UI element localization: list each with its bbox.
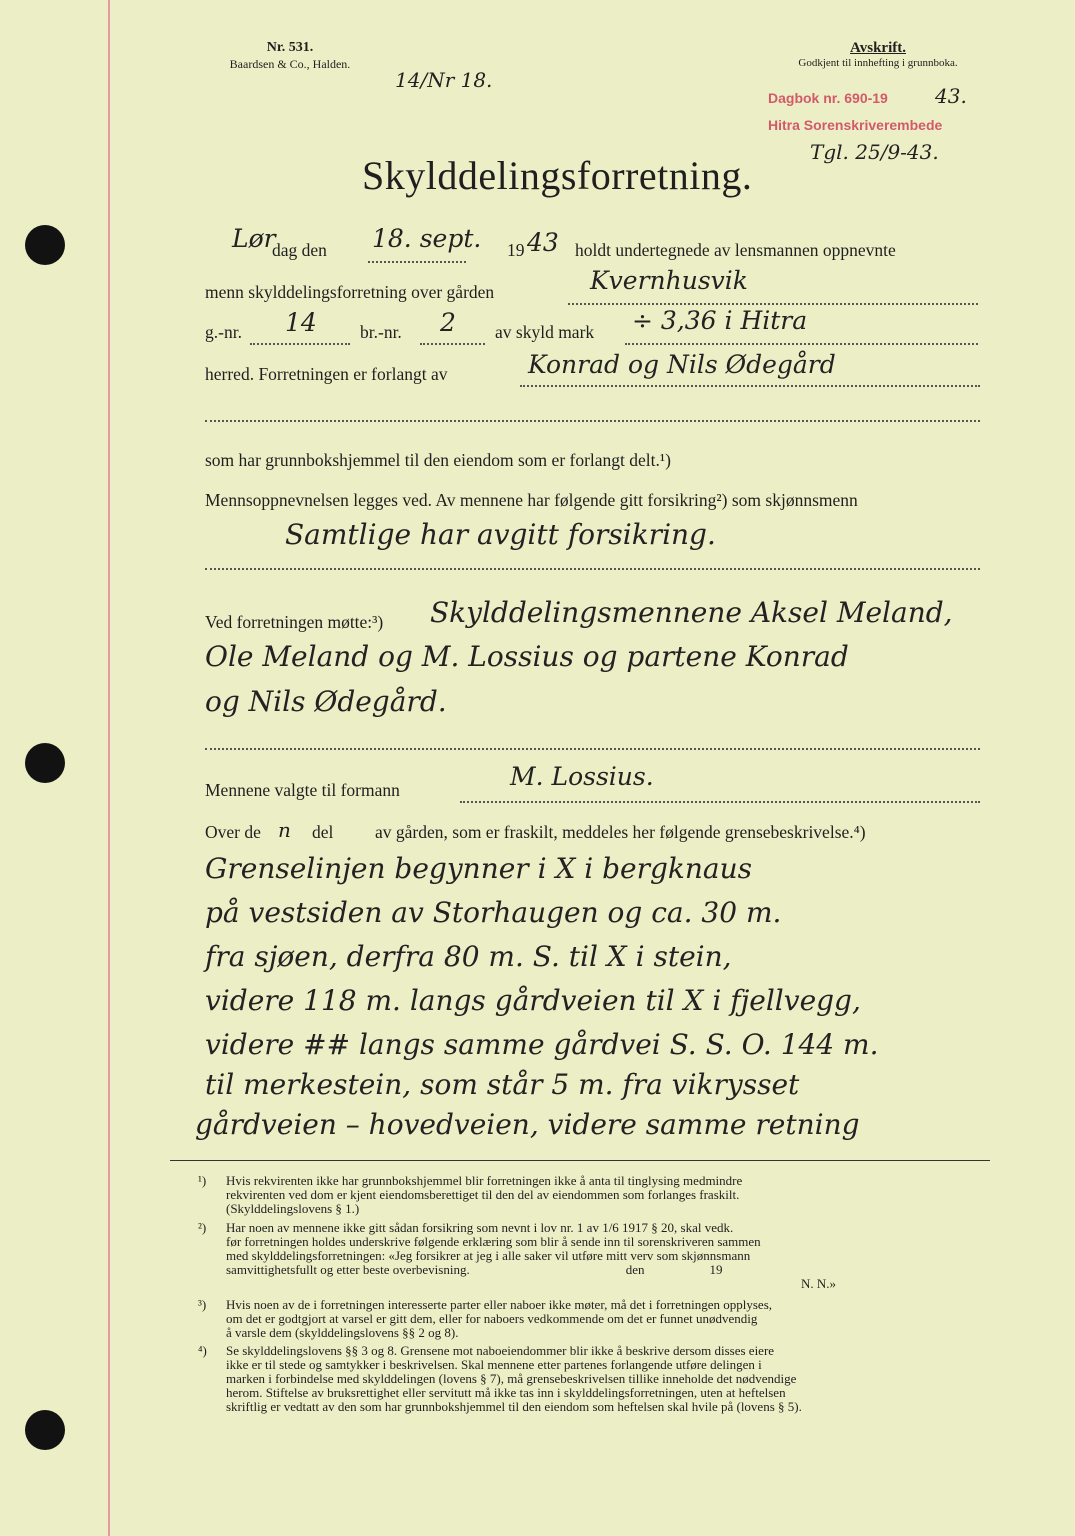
footnote-4-line: Se skylddelingslovens §§ 3 og 8. Grensene mot naboeiendommer blir ikke å beskrive dersom disses eiere bbox=[226, 1343, 775, 1358]
dagbok-prefix: Dagbok nr. bbox=[768, 90, 841, 106]
tinglyst-date: Tgl. 25/9-43. bbox=[810, 140, 939, 164]
dagbok-year: 43. bbox=[935, 84, 967, 108]
footnote-2-number: ²) bbox=[198, 1220, 207, 1235]
copy-label: Avskrift. bbox=[850, 40, 906, 56]
farm-label: menn skylddelingsforretning over gården bbox=[205, 282, 495, 302]
gnr-dotted-line bbox=[250, 343, 350, 345]
footnote-3-line: Hvis noen av de i forretningen interesserte parter eller naboer ikke møter, må det i forretningen opplyses, bbox=[226, 1297, 773, 1312]
year-suffix: 43 bbox=[527, 228, 559, 257]
present-line-2: Ole Meland og M. Lossius og partene Konrad bbox=[205, 640, 849, 673]
boundary-line-6: til merkestein, som står 5 m. fra vikrysset bbox=[205, 1068, 800, 1101]
footnote-2-signature: N. N.» bbox=[801, 1276, 837, 1291]
printer-block bbox=[205, 40, 375, 72]
footnote-4-line: marken i forbindelse med skylddelingen (lovens § 7), må grensebeskrivelsen tillike inneholde det nødvendige bbox=[226, 1371, 797, 1386]
appointed-text: holdt undertegnede av lensmannen oppnevnte bbox=[575, 240, 896, 260]
bnr-value: 2 bbox=[440, 308, 456, 337]
form-number: Nr. 531. bbox=[266, 40, 314, 55]
date-dotted-line bbox=[368, 261, 466, 263]
grunnbok-text: som har grunnbokshjemmel til den eiendom som er forlangt delt.¹) bbox=[205, 450, 671, 470]
year-prefix: 19 bbox=[507, 240, 525, 260]
skyld-value: ÷ 3,36 i Hitra bbox=[632, 306, 808, 335]
footnote-1-number: ¹) bbox=[198, 1173, 207, 1188]
footnote-2-line: Har noen av mennene ikke gitt sådan forsikring som nevnt i lov nr. 1 av 1/6 1917 § 20, skal vedk. bbox=[226, 1220, 734, 1235]
footnote-4-number: ⁴) bbox=[198, 1343, 207, 1358]
approved-note: Godkjent til innhefting i grunnboka. bbox=[798, 57, 958, 69]
date-value: 18. sept. bbox=[372, 224, 482, 253]
footnote-3-line: å varsle dem (skylddelingslovens §§ 2 og 8). bbox=[226, 1325, 459, 1340]
requested-by: Konrad og Nils Ødegård bbox=[528, 350, 836, 379]
boundary-rest: av gården, som er fraskilt, meddeles her følgende grensebeskrivelse.⁴) bbox=[375, 822, 866, 842]
footnote-3-number: ³) bbox=[198, 1297, 207, 1312]
chairman-name: M. Lossius. bbox=[510, 762, 654, 791]
chairman-label: Mennene valgte til formann bbox=[205, 780, 400, 800]
weekday-handwritten: Lør bbox=[232, 224, 276, 253]
copy-block bbox=[758, 40, 998, 69]
footnote-1-line: (Skylddelingslovens § 1.) bbox=[226, 1201, 360, 1216]
chairman-dotted-line bbox=[460, 801, 980, 803]
boundary-over: Over de bbox=[205, 822, 261, 842]
boundary-del: del bbox=[312, 822, 334, 842]
footnote-2-line: med skylddelingsforretningen: «Jeg forsikrer at jeg i alle saker vil utføre mitt verv som skjønnsmann bbox=[226, 1248, 751, 1263]
skyld-label: av skyld mark bbox=[495, 322, 595, 342]
punch-hole-middle bbox=[25, 743, 65, 783]
boundary-line-1: Grenselinjen begynner i X i bergknaus bbox=[205, 852, 753, 885]
bnr-label: br.-nr. bbox=[360, 322, 402, 342]
punch-hole-top bbox=[25, 225, 65, 265]
red-margin-line bbox=[108, 0, 110, 1536]
oath-text: Mennsoppnevnelsen legges ved. Av mennene har følgende gitt forsikring²) som skjønnsmenn bbox=[205, 490, 858, 510]
footnote-rule bbox=[170, 1160, 990, 1161]
gnr-label: g.-nr. bbox=[205, 322, 242, 342]
footnote-4-line: skriftlig er vedtatt av den som har grunnbokshjemmel til den eiendom som heftelsen skal hvile på (lovens § 5). bbox=[226, 1399, 802, 1414]
boundary-line-2: på vestsiden av Storhaugen og ca. 30 m. bbox=[205, 896, 782, 929]
boundary-line-4: videre 118 m. langs gårdveien til X i fjellvegg, bbox=[205, 984, 861, 1017]
registration-note: 14/Nr 18. bbox=[395, 68, 493, 92]
document-title: Skylddelingsforretning. bbox=[362, 153, 753, 198]
blank-dotted-line bbox=[205, 420, 980, 422]
oath-handwritten: Samtlige har avgitt forsikring. bbox=[285, 518, 716, 551]
footnote-1-line: rekvirenten ved dom er kjent eiendomsberettiget til den del av eiendommen som forlanges fraskilt. bbox=[226, 1187, 740, 1202]
office-stamp: Hitra Sorenskriverembede bbox=[768, 117, 943, 133]
boundary-line-3: fra sjøen, derfra 80 m. S. til X i stein, bbox=[205, 940, 732, 973]
footnote-2-line: før forretningen holdes underskrive følgende erklæring som blir å sende inn til sorenskriveren sammen bbox=[226, 1234, 761, 1249]
footnote-1-line: Hvis rekvirenten ikke har grunnbokshjemmel blir forretningen ikke å anta til tinglysing medmindre bbox=[226, 1173, 743, 1188]
printer-name: Baardsen & Co., Halden. bbox=[229, 57, 351, 71]
dagbok-stamp bbox=[768, 90, 888, 106]
present-line-1: Skylddelingsmennene Aksel Meland, bbox=[430, 596, 953, 629]
present-line-3: og Nils Ødegård. bbox=[205, 685, 447, 718]
dagbok-number: 690-19 bbox=[844, 90, 888, 106]
farm-name: Kvernhusvik bbox=[590, 266, 748, 295]
footnote-3-line: om det er godtgjort at varsel er gitt dem, eller for naboers vedkommende om det er funnet unødvendig bbox=[226, 1311, 758, 1326]
punch-hole-bottom bbox=[25, 1410, 65, 1450]
oath-dotted-line bbox=[205, 568, 980, 570]
boundary-line-5: videre ## langs samme gårdvei S. S. O. 144 m. bbox=[205, 1028, 879, 1061]
requested-label: herred. Forretningen er forlangt av bbox=[205, 364, 448, 384]
present-label: Ved forretningen møtte:³) bbox=[205, 612, 384, 632]
present-dotted-line bbox=[205, 748, 980, 750]
farm-dotted-line bbox=[568, 303, 978, 305]
weekday-printed: dag den bbox=[272, 240, 327, 260]
footnote-2-line: samvittighetsfullt og etter beste overbevisning. den 19 bbox=[226, 1262, 723, 1277]
boundary-line-7: gårdveien – hovedveien, videre samme retning bbox=[195, 1108, 860, 1141]
requested-dotted-line bbox=[520, 385, 980, 387]
footnote-4-line: herom. Stiftelse av bruksrettighet eller servitutt må ikke tas inn i skylddelingsforretningen, uten at heftelsen bbox=[226, 1385, 786, 1400]
skyld-dotted-line bbox=[625, 343, 978, 345]
boundary-handwritten-n: n bbox=[278, 818, 291, 842]
bnr-dotted-line bbox=[420, 343, 485, 345]
footnote-4-line: ikke er til stede og samtykker i beskrivelsen. Skal mennene etter partenes forlangende utføre delingen i bbox=[226, 1357, 762, 1372]
gnr-value: 14 bbox=[285, 308, 317, 337]
